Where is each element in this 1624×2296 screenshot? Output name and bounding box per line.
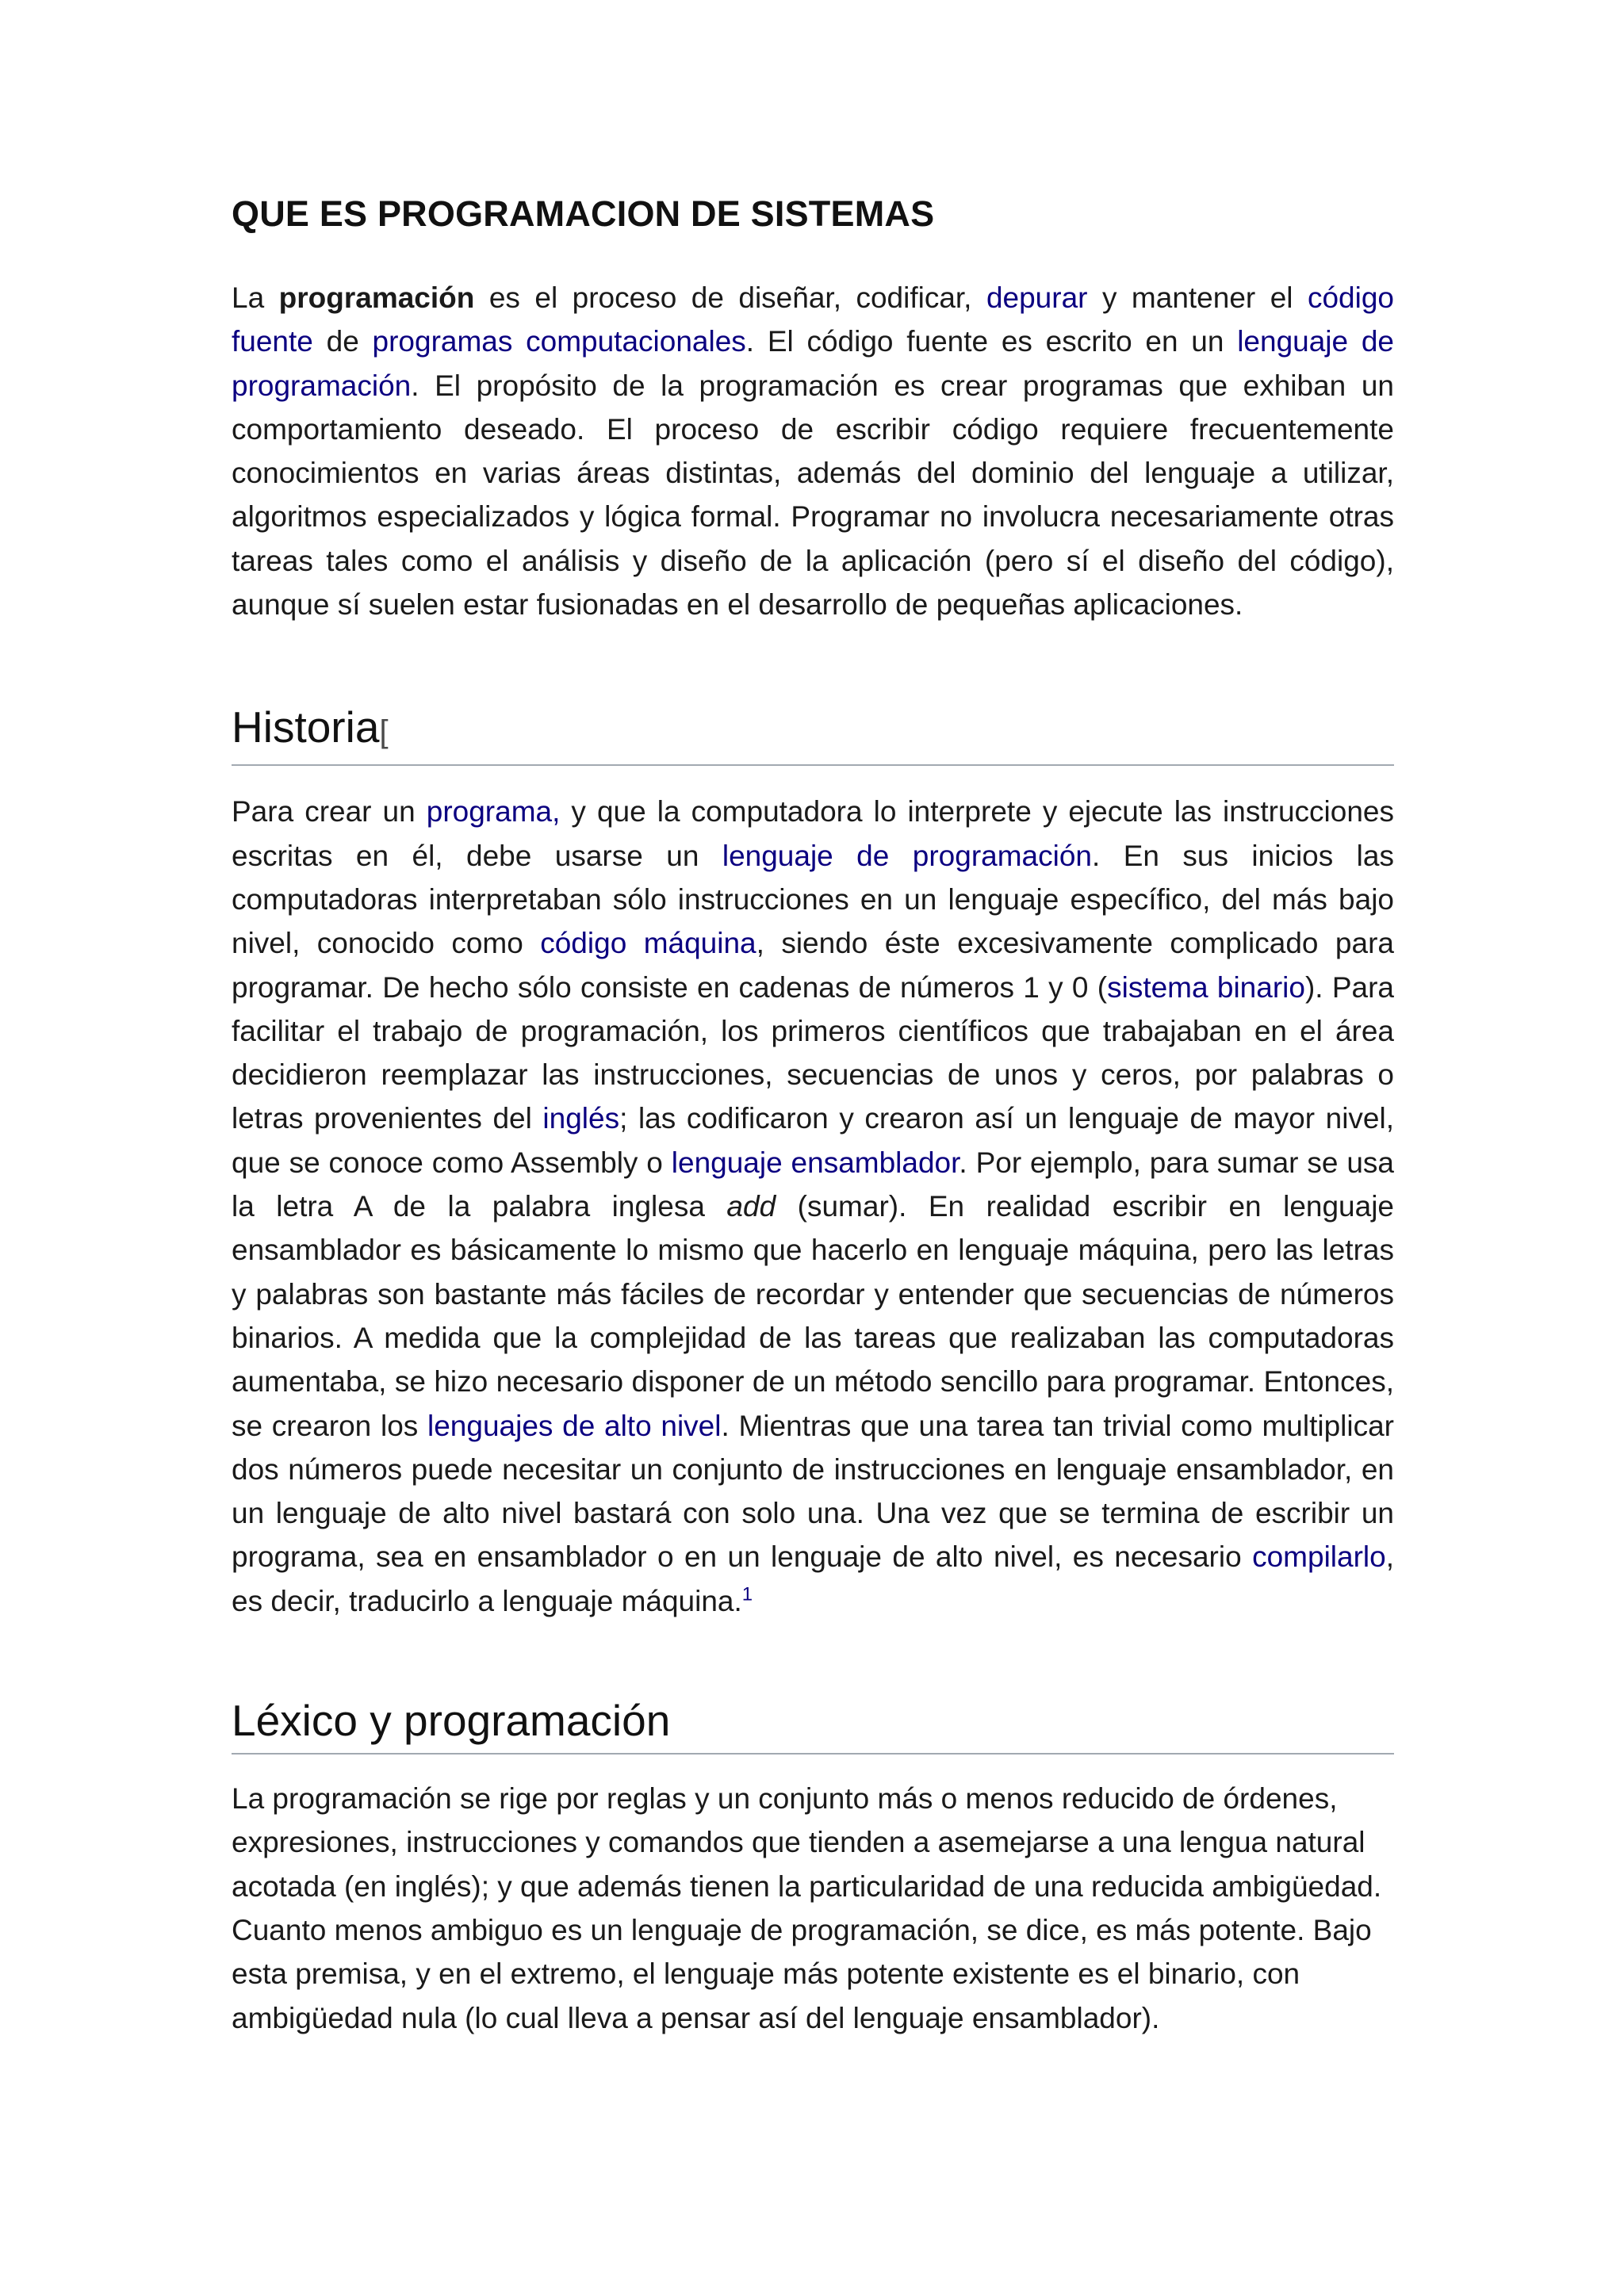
link-programas-computacionales[interactable]: programas computacionales bbox=[372, 325, 746, 358]
link-programa[interactable]: programa, bbox=[426, 795, 561, 828]
section-heading-historia bbox=[232, 699, 1394, 766]
link-codigo-fuente[interactable]: código fuente bbox=[232, 281, 1394, 358]
historia-text: . Mientras que una tarea tan trivial como multiplicar dos números puede necesitar un conjunto de instrucciones en lenguaje ensamblador, en un lenguaje de alto nivel bastará con solo una. Una vez que se termina de escribir un programa, sea en ensamblador o en un lenguaje de alto nivel, es necesario bbox=[232, 1409, 1395, 1574]
historia-text: ; las codificaron y crearon así un lenguaje de mayor nivel, que se conoce como Assembly o bbox=[232, 1102, 1394, 1179]
italic-add: add bbox=[726, 1190, 776, 1223]
intro-text: de bbox=[312, 325, 373, 358]
link-sistema-binario[interactable]: sistema binario bbox=[1107, 970, 1305, 1004]
section-lexico bbox=[232, 1693, 1394, 2040]
historia-text: . Por ejemplo, para sumar se usa la letra A de la palabra inglesa bbox=[232, 1146, 1394, 1223]
document-title: QUE ES PROGRAMACION DE SISTEMAS bbox=[232, 193, 935, 234]
historia-text: Para crear un bbox=[232, 795, 427, 828]
section-heading-lexico: Léxico y programación bbox=[232, 1693, 1394, 1755]
link-lenguajes-de-alto-nivel[interactable]: lenguajes de alto nivel bbox=[427, 1409, 722, 1442]
intro-paragraph bbox=[232, 276, 1394, 626]
link-lenguaje-ensamblador[interactable]: lenguaje ensamblador bbox=[671, 1146, 959, 1179]
heading-text: Historia bbox=[232, 702, 380, 752]
footnote-ref-1[interactable]: 1 bbox=[741, 1583, 753, 1605]
historia-text: . En sus inicios las computadoras interpretaban sólo instrucciones en un lenguaje específico, del más bajo nivel, conocido como bbox=[232, 839, 1394, 960]
link-ingles[interactable]: inglés bbox=[542, 1102, 620, 1135]
intro-text: y mantener el bbox=[1087, 281, 1308, 314]
intro-bold-term: programación bbox=[278, 281, 475, 314]
intro-text: . El código fuente es escrito en un bbox=[745, 325, 1238, 358]
lexico-paragraph: La programación se rige por reglas y un conjunto más o menos reducido de órdenes, expresiones, instrucciones y comandos que tienden a asemejarse a una lengua natural acotada (en inglés); y que además tienen la particularidad de una reducida ambigüedad. Cuanto menos ambiguo es un lenguaje de programación, se dice, es más potente. Bajo esta premisa, y en el extremo, el lenguaje más potente existente es el binario, con ambigüedad nula (lo cual lleva a pensar así del lenguaje ensamblador). bbox=[232, 1782, 1382, 2034]
link-lenguaje-de-programacion[interactable]: lenguaje de programación bbox=[722, 839, 1093, 872]
document-page bbox=[232, 190, 1394, 2040]
historia-text: (sumar). En realidad escribir en lenguaje ensamblador es básicamente lo mismo que hacerlo en lenguaje máquina, pero las letras y palabras son bastante más fáciles de recordar y entender que secuencias de números binarios. A medida que la complejidad de las tareas que realizaban las computadoras aumentaba, se hizo necesario disponer de un método sencillo para programar. Entonces, se crearon los bbox=[232, 1190, 1395, 1442]
intro-text: es el proceso de diseñar, codificar, bbox=[474, 281, 986, 314]
link-lenguaje-de-programacion[interactable]: lenguaje de programación bbox=[232, 325, 1395, 402]
historia-paragraph bbox=[232, 790, 1394, 1623]
intro-text: . El propósito de la programación es crear programas que exhiban un comportamiento deseado. El proceso de escribir código requiere frecuentemente conocimientos en varias áreas distintas, además del dominio del lenguaje a utilizar, algoritmos especializados y lógica formal. Programar no involucra necesariamente otras tareas tales como el análisis y diseño de la aplicación (pero sí el diseño del código), aunque sí suelen estar fusionadas en el desarrollo de pequeñas aplicaciones. bbox=[232, 369, 1394, 622]
intro-text: La bbox=[232, 281, 279, 314]
historia-text: y que la computadora lo interprete y ejecute las instrucciones escritas en él, debe usarse un bbox=[232, 795, 1394, 872]
edit-bracket[interactable]: [ bbox=[379, 714, 389, 750]
link-codigo-maquina[interactable]: código máquina bbox=[540, 927, 756, 960]
section-historia bbox=[232, 699, 1394, 1623]
historia-text: , siendo éste excesivamente complicado para programar. De hecho sólo consiste en cadenas de números 1 y 0 ( bbox=[232, 927, 1394, 1004]
historia-text: ). Para facilitar el trabajo de programación, los primeros científicos que trabajaban en el área decidieron reemplazar las instrucciones, secuencias de unos y ceros, por palabras o letras provenientes del bbox=[232, 970, 1394, 1135]
historia-text: , es decir, traducirlo a lenguaje máquina. bbox=[232, 1540, 1394, 1617]
link-depurar[interactable]: depurar bbox=[986, 281, 1088, 314]
link-compilarlo[interactable]: compilarlo bbox=[1252, 1540, 1386, 1574]
